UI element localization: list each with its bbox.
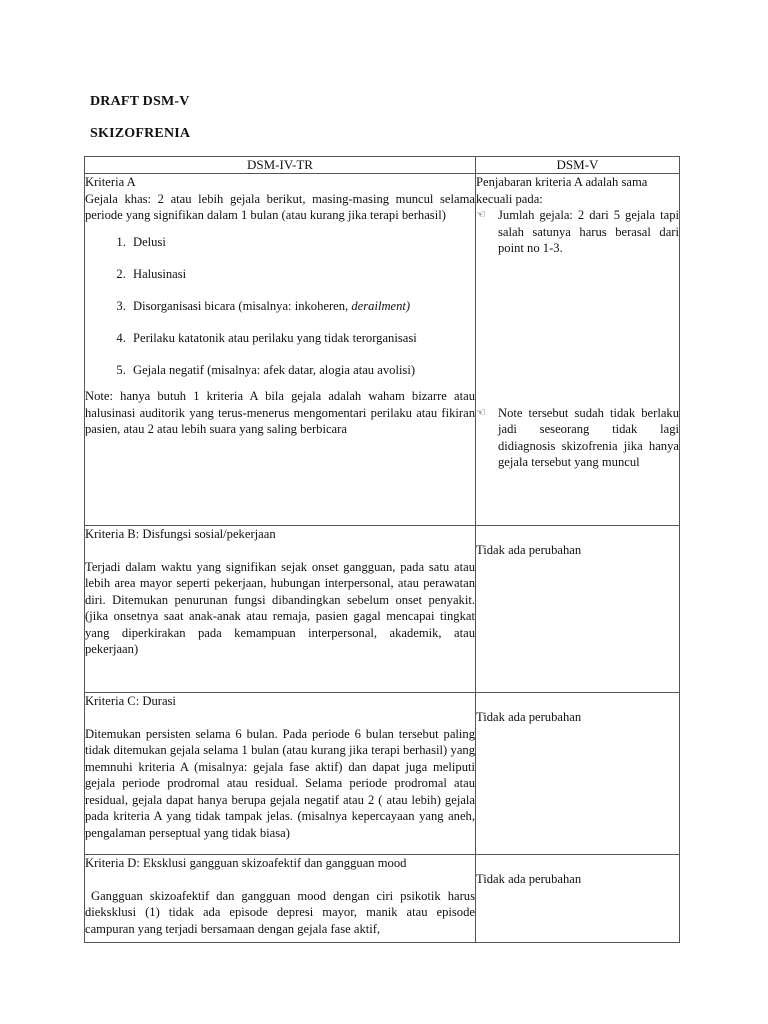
comparison-table: [84, 156, 680, 943]
kriteria-c-title: Kriteria C: Durasi: [85, 694, 176, 708]
bullet-item: [476, 405, 679, 471]
kriteria-d-body: Gangguan skizoafektif dan gangguan mood dengan ciri psikotik harus dieksklusi (1) tidak ada episode depresi mayor, manik atau episode campuran yang terjadi bersamaan dengan gejala fase aktif,: [85, 888, 475, 936]
cell-kriteria-c-right: [476, 693, 680, 855]
cell-kriteria-c-left: [85, 693, 476, 855]
kriteria-c-body: Ditemukan persisten selama 6 bulan. Pada periode 6 bulan tersebut paling tidak ditemukan gejala selama 1 bulan (atau kurang jika terapi berhasil) yang memnuhi kriteria A (misalnya: gejala fase aktif) dan dapat juga meliputi gejala periode prodromal atau residual. Selama periode prodromal atau residual, gejala dapat hanya berupa gejala negatif atau 2 ( atau lebih) gejala pada kriteria A yang tidak tampak jelas. (misalnya kepercayaan yang aneh, pengalaman perseptual yang tidak biasa): [85, 726, 475, 840]
kriteria-a-note: Note: hanya butuh 1 kriteria A bila gejala adalah waham bizarre atau halusinasi auditorik yang terus-menerus mengomentari perilaku atau fikiran pasien, atau 2 atau lebih suara yang saling berbicara: [85, 389, 475, 436]
list-item: 5. Gejala negatif (misalnya: afek datar, alogia atau avolisi): [129, 362, 475, 379]
table-row-kriteria-c: [85, 693, 680, 855]
list-item: 3. Disorganisasi bicara (misalnya: inkoheren, derailment): [129, 298, 475, 315]
bullet-item: [476, 207, 679, 257]
bullet-text: Note tersebut sudah tidak berlaku jadi seseorang tidak lagi didiagnosis skizofrenia jika hanya gejala tersebut yang muncul: [498, 405, 679, 469]
kriteria-a-title: Kriteria A: [85, 175, 136, 189]
cell-kriteria-b-left: [85, 526, 476, 693]
symptom-list: [85, 234, 475, 379]
table-row-kriteria-a: [85, 174, 680, 526]
table-row-kriteria-d: [85, 855, 680, 943]
cell-kriteria-d-left: [85, 855, 476, 943]
header-dsm-v: DSM-V: [476, 157, 680, 174]
list-item: 4. Perilaku katatonik atau perilaku yang tidak terorganisasi: [129, 330, 475, 347]
pointing-hand-icon: ☜: [476, 405, 486, 419]
kriteria-a-right-intro: Penjabaran kriteria A adalah sama kecuali pada:: [476, 175, 648, 206]
pointing-hand-icon: ☜: [476, 208, 486, 221]
header-dsm-iv-tr: DSM-IV-TR: [85, 157, 476, 174]
document-title: DRAFT DSM-V: [90, 94, 190, 109]
cell-kriteria-d-right: [476, 855, 680, 943]
cell-kriteria-a-right: [476, 174, 680, 526]
kriteria-b-right: Tidak ada perubahan: [476, 543, 582, 557]
kriteria-d-title: Kriteria D: Eksklusi gangguan skizoafektif dan gangguan mood: [85, 856, 407, 870]
kriteria-b-title: Kriteria B: Disfungsi sosial/pekerjaan: [85, 527, 276, 541]
list-item: 2. Halusinasi: [129, 266, 475, 283]
italic-derailment: derailment): [351, 298, 411, 313]
cell-kriteria-b-right: [476, 526, 680, 693]
cell-kriteria-a-left: [85, 174, 476, 526]
table-row-kriteria-b: [85, 526, 680, 693]
bullet-text: Jumlah gejala: 2 dari 5 gejala tapi salah satunya harus berasal dari point no 1-3.: [498, 208, 679, 255]
kriteria-c-right: Tidak ada perubahan: [476, 710, 582, 724]
header-row: [85, 157, 680, 174]
kriteria-b-body: Terjadi dalam waktu yang signifikan sejak onset gangguan, pada satu atau lebih area mayor seperti pekerjaan, hubungan interpersonal, atau perawatan diri. Ditemukan penurunan fungsi dibandingkan sebelum onset penyakit. (jika onsetnya saat anak-anak atau remaja, pasien gagal mencapai tingkat yang diperkirakan pada kemampuan interpersonal, akademik, atau pekerjaan): [85, 559, 475, 656]
document-subtitle: SKIZOFRENIA: [90, 126, 191, 141]
kriteria-a-intro: Gejala khas: 2 atau lebih gejala berikut, masing-masing muncul selama periode yang signifikan dalam 1 bulan (atau kurang jika terapi berhasil): [85, 191, 475, 222]
list-item: 1. Delusi: [129, 234, 475, 251]
kriteria-d-right: Tidak ada perubahan: [476, 872, 582, 886]
